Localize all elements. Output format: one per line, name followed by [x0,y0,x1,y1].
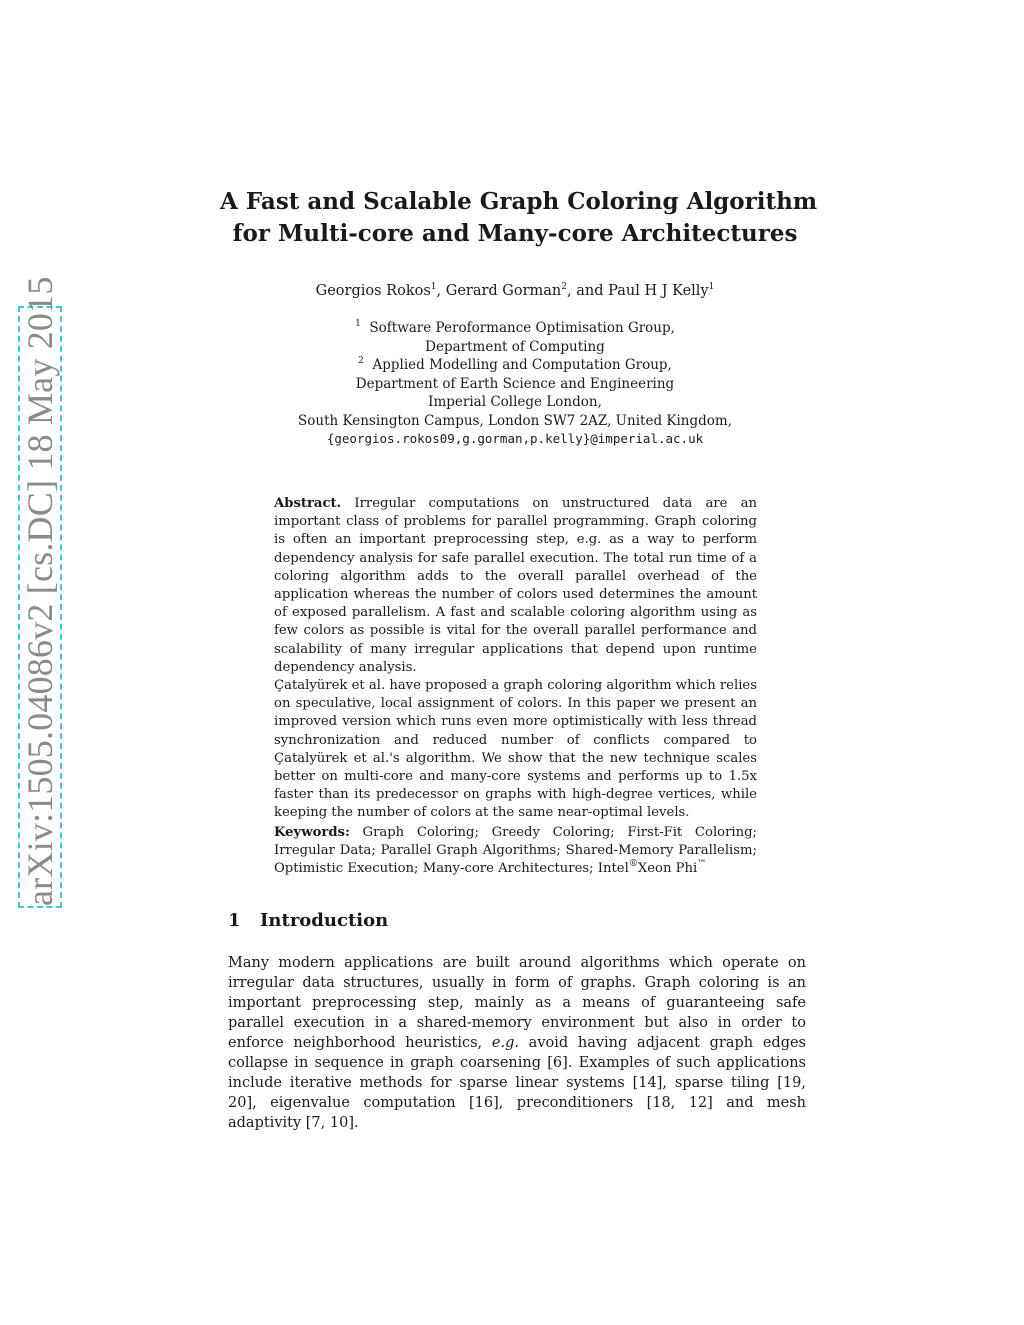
abstract [274,495,757,823]
affiliation-2-line-2: Department of Earth Science and Engineering [355,375,675,392]
affiliation-address: South Kensington Campus, London SW7 2AZ, United Kingdom, [298,412,732,429]
abstract-label: Abstract. [274,496,342,511]
author-emails: {georgios.rokos09,g.gorman,p.kelly}@imperial.ac.uk [326,431,704,446]
introduction-body [228,953,806,1133]
author-name: Gerard Gorman [445,283,562,299]
keywords: Keywords: Graph Coloring; Greedy Coloring; First-Fit Coloring; Irregular Data; Parallel Graph Algorithms; Shared-Memory Parallelism; Optimistic Execution; Many-core Architectures; Intel®Xeon Phi™ [274,825,757,877]
author-affiliation-mark: 1 [430,282,437,292]
section-number: 1 [228,910,241,931]
author-name: Paul H J Kelly [608,283,709,299]
affiliations-block [200,319,830,449]
section-heading-introduction [228,910,628,931]
affiliation-college: Imperial College London, [428,394,602,410]
affiliation-1-line-2: Department of Computing [425,338,605,355]
author-list: Georgios Rokos$^1$, Gerard Gorman$^2$, and Paul H J Kelly$^1$ [315,282,715,299]
affiliation-2-line-1: $^2$ Applied Modelling and Computation Group, [358,356,672,373]
registered-mark: ® [628,859,638,870]
keywords-text: Graph Coloring; Greedy Coloring; First-Fit Coloring; Irregular Data; Parallel Graph Algorithms; Shared-Memory Parallelism; Optimistic Execution; Many-core Architectures; Intel [274,825,757,877]
section-title: Introduction [260,910,389,931]
author-affiliation-mark: 2 [561,282,568,292]
keywords-label: Keywords: [274,825,350,840]
title-line-2: for Multi-core and Many-core Architectures [232,220,798,247]
paper-title [220,186,818,250]
abstract-paragraph-1: Abstract. Irregular computations on unstructured data are an important class of problems for parallel programming. Graph coloring is often an important preprocessing step, e.g. as a way to perform dependency analysis for safe parallel execution. The total run time of a coloring algorithm adds to the overall parallel overhead of the application whereas the number of colors used determines the amount of exposed parallelism. A fast and scalable coloring algorithm using as few colors as possible is vital for the overall parallel performance and scalability of many irregular applications that depend upon runtime dependency analysis. [274,496,757,675]
title-line-1: A Fast and Scalable Graph Coloring Algorithm [220,188,818,215]
trademark-mark: ™ [697,859,707,870]
affiliation-1-line-1: $^1$ Software Peroformance Optimisation Group, [355,319,675,336]
abstract-paragraph-2: Çatalyürek et al. have proposed a graph coloring algorithm which relies on speculative, local assignment of colors. In this paper we present an improved version which runs even more optimistically with less thread synchronization and reduced number of conflicts compared to Çatalyürek et al.'s algorithm. We show that the new technique scales better on multi-core and many-core systems and performs up to 1.5x faster than its predecessor on graphs with high-degree vertices, while keeping the number of colors at the same near-optimal levels. [274,678,757,821]
author-name: Georgios Rokos [315,283,431,299]
introduction-paragraph: Many modern applications are built around algorithms which operate on irregular data structures, usually in form of graphs. Graph coloring is an important preprocessing step, mainly as a means of guaranteeing safe parallel execution in a shared-memory environment but also in order to enforce neighborhood heuristics, e.g. avoid having adjacent graph edges collapse in sequence in graph coarsening [6]. Examples of such applications include iterative methods for sparse linear systems [14], sparse tiling [19, 20], eigenvalue computation [16], preconditioners [18, 12] and mesh adaptivity [7, 10]. [228,955,806,1131]
arxiv-identifier-stamp: arXiv:1505.04086v2 [cs.DC] 18 May 2015 [20,276,60,906]
author-affiliation-mark: 1 [708,282,715,292]
